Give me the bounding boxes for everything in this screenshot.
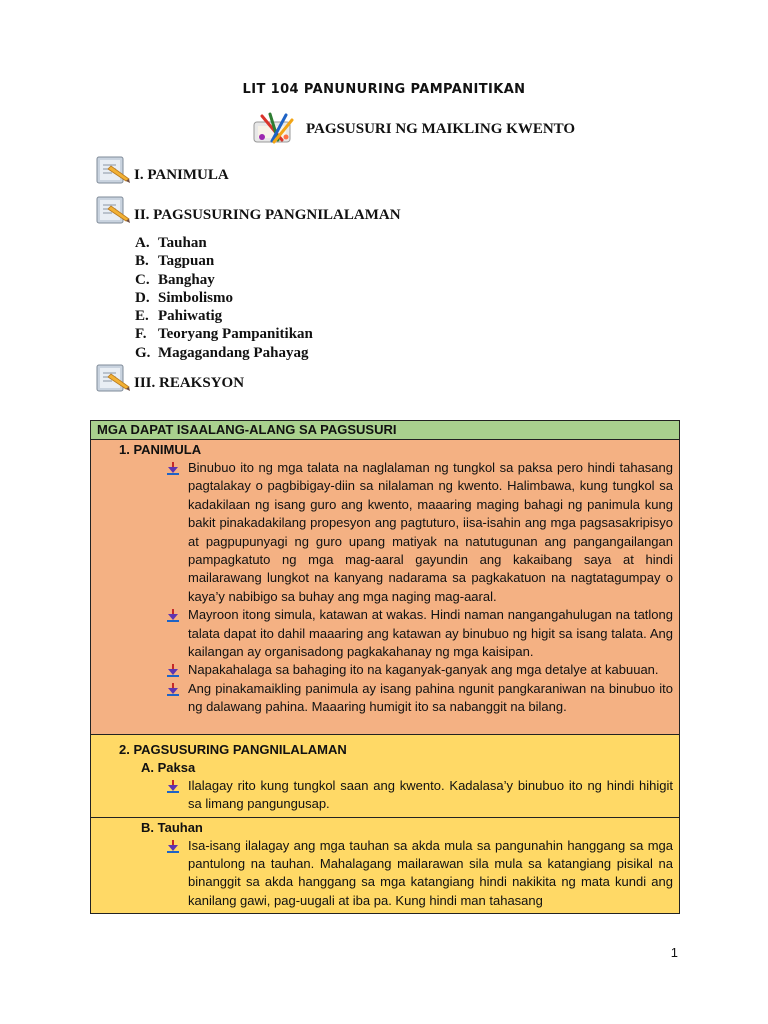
arrow-bullet-icon xyxy=(167,840,179,853)
page-number: 1 xyxy=(670,945,678,960)
outline-item: D. Simbolismo xyxy=(135,289,234,306)
section-pangnilalaman xyxy=(94,194,401,226)
list-item: Napakahalaga sa bahaging ito na kaganyak-ganyak ang mga detalye at kabuuan. xyxy=(167,661,673,679)
part-title: 2. PAGSUSURING PANGNILALAMAN xyxy=(119,741,347,757)
course-title: LIT 104 PANUNURING PAMPANITIKAN xyxy=(242,82,526,97)
arrow-bullet-icon xyxy=(167,462,179,475)
outline-item: C. Banghay xyxy=(135,271,215,288)
outline-item: G. Magagandang Pahayag xyxy=(135,344,309,361)
list-item: Binubuo ito ng mga talata na naglalaman ng tungkol sa paksa pero hindi tahasang pagtalakay o pagbibigay-diin sa nilalaman ng kwento. Halimbawa, kung tungkol sa kadakilaan ng isang guro ang kwento, maaaring maging bahagi ng panimula kung bakit pinakadakilang propesyon ang pagtuturo, iisa-isahin ang mga pagsasakripisyo at pagpupunyagi ng guro upang matiyak na natutugunan ang pangangailangan pampagkatuto ng mga mag-aaral gayundin ang kakaibang saya at hindi mailarawang lungkot na kanyang nadarama sa pagkakatuon na nagtatagumpay o kaya’y nabibigo sa buhay ang mga naging mag-aaral. xyxy=(167,459,673,606)
art-supplies-icon xyxy=(252,112,298,146)
list-item: Ang pinakamaikling panimula ay isang pahina ngunit pangkaraniwan na binubuo ito ng dalawang pahina. Maaaring humigit ito sa nabanggit na bilang. xyxy=(167,680,673,731)
pencil-note-icon xyxy=(94,154,132,186)
list-item: Mayroon itong simula, katawan at wakas. Hindi naman nangangahulugan na tatlong talata dapat ito dahil maaaring ang katawan ay binubuo ng higit sa isang talata. Ang kailangan ay organisadong pagkakahanay ng mga kaisipan. xyxy=(167,606,673,661)
arrow-bullet-icon xyxy=(167,664,179,677)
arrow-bullet-icon xyxy=(167,683,179,696)
outline-item: B. Tagpuan xyxy=(135,253,215,270)
part-title: 1. PANIMULA xyxy=(119,442,202,457)
pangnilalaman-tauhan-guide xyxy=(91,818,679,915)
section-panimula xyxy=(94,154,229,186)
sub-title: A. Paksa xyxy=(141,759,196,775)
section-label: III. REAKSYON xyxy=(134,375,245,391)
section-label: I. PANIMULA xyxy=(134,167,229,183)
panimula-guide xyxy=(91,440,679,735)
pencil-note-icon xyxy=(94,194,132,226)
outline-item: F. Teoryang Pampanitikan xyxy=(135,326,313,343)
section-label: II. PAGSUSURING PANGNILALAMAN xyxy=(134,207,401,223)
document-title: PAGSUSURI NG MAIKLING KWENTO xyxy=(306,120,576,137)
outline-item: A. Tauhan xyxy=(135,235,207,251)
section-reaksyon xyxy=(94,362,244,394)
sub-title: B. Tauhan xyxy=(141,819,203,835)
document-title-row xyxy=(252,112,575,146)
outline-item: E. Pahiwatig xyxy=(135,308,223,325)
list-item: Ilalagay rito kung tungkol saan ang kwento. Kadalasa’y binubuo ito ng hindi hihigit sa limang pangungusap. xyxy=(167,777,673,814)
arrow-bullet-icon xyxy=(167,780,179,793)
pencil-note-icon xyxy=(94,362,132,394)
pangnilalaman-paksa-guide xyxy=(91,735,679,818)
content-outline xyxy=(135,234,313,362)
list-item: Isa-isang ilalagay ang mga tauhan sa akda mula sa pangunahin hanggang sa mga pantulong na tauhan. Mahalagang mailarawan sila mula sa katangiang pisikal na binanggit sa akda hanggang sa mga katangiang hindi nakikita ng mata kundi ang kanilang gawi, pag-uugali at iba pa. Kung hindi man tahasang xyxy=(167,837,673,911)
analysis-guide-table xyxy=(90,420,680,914)
guide-header: MGA DAPAT ISAALANG-ALANG SA PAGSUSURI xyxy=(91,421,679,440)
arrow-bullet-icon xyxy=(167,609,179,622)
